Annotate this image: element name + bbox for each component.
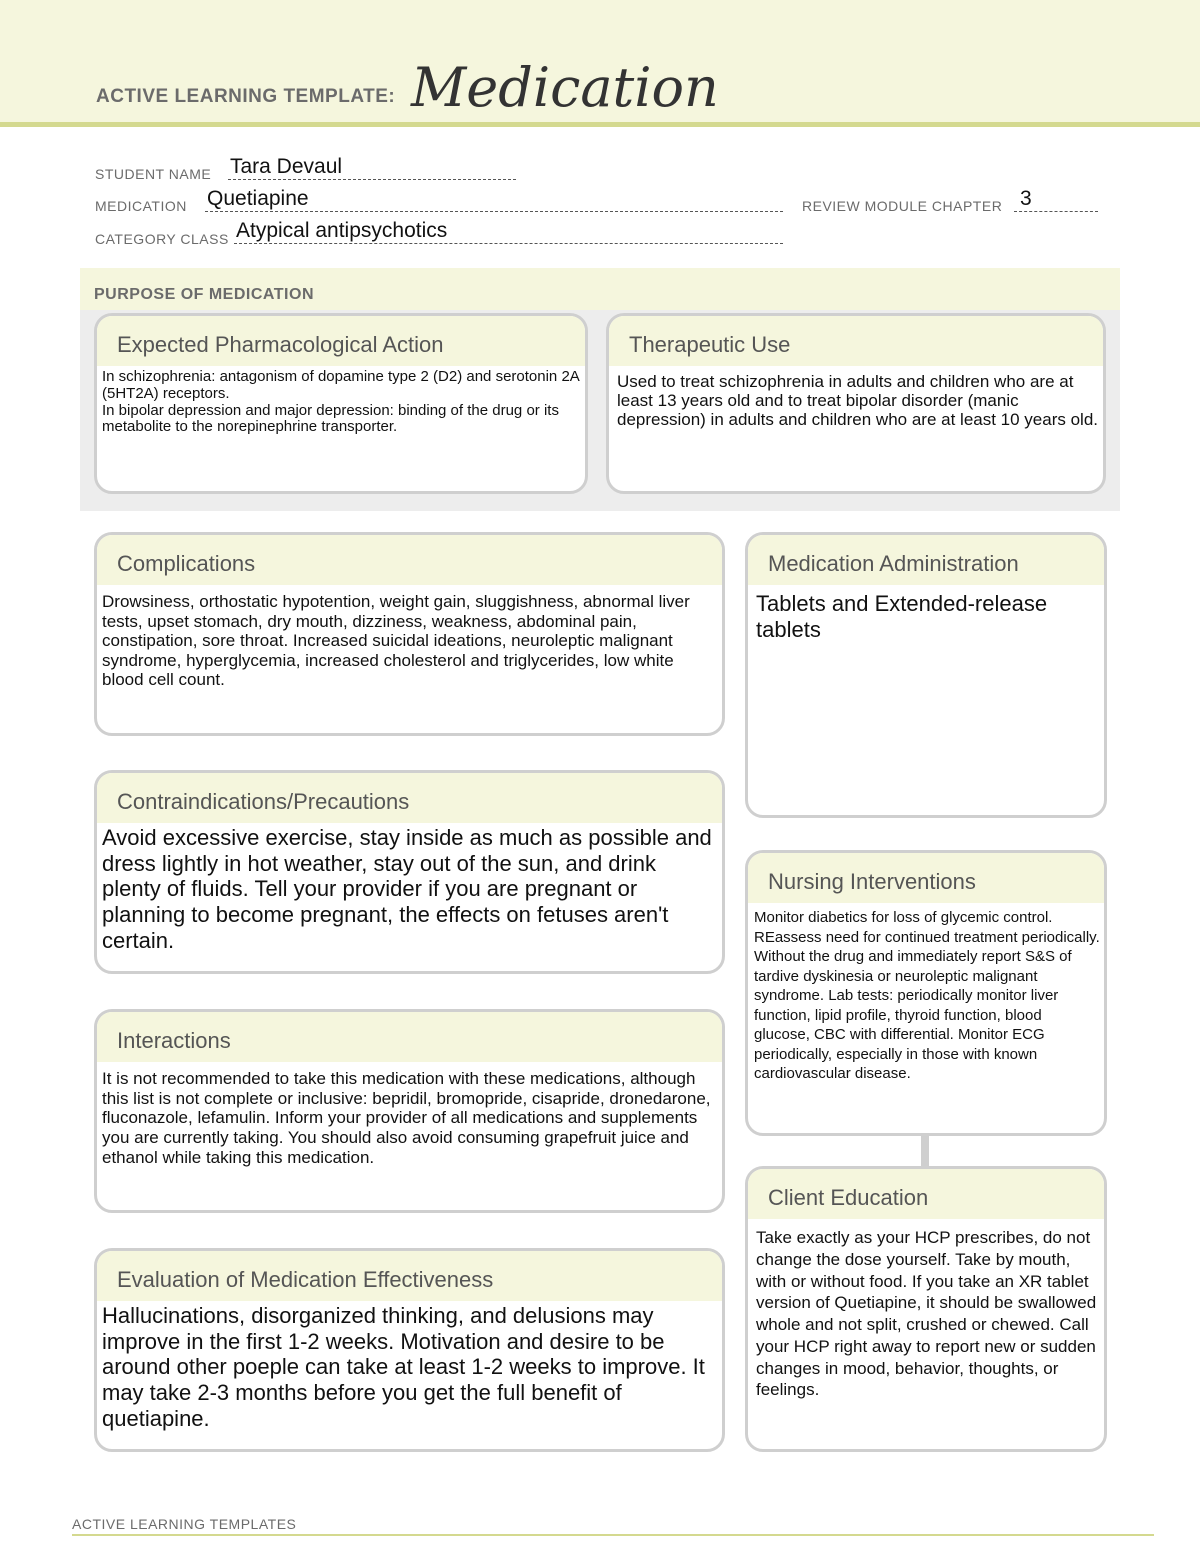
- student-name-underline: [228, 179, 516, 180]
- therapeutic-use-text[interactable]: Used to treat schizophrenia in adults and children who are at least 13 years old and to treat bipolar disorder (manic depression) in adults and children who are at least 10 years old.: [617, 372, 1099, 430]
- interactions-box: [94, 1009, 725, 1213]
- category-class-value[interactable]: Atypical antipsychotics: [236, 219, 448, 242]
- medication-value[interactable]: Quetiapine: [207, 187, 309, 210]
- evaluation-title: Evaluation of Medication Effectiveness: [97, 1251, 722, 1301]
- category-class-underline: [234, 243, 783, 244]
- template-title: Medication: [411, 56, 719, 119]
- review-module-chapter-value[interactable]: 3: [1020, 187, 1032, 210]
- template-label: ACTIVE LEARNING TEMPLATE:: [96, 86, 396, 107]
- expected-action-title: Expected Pharmacological Action: [97, 316, 585, 366]
- medication-administration-title: Medication Administration: [748, 535, 1104, 585]
- box-connector: [921, 1134, 929, 1168]
- evaluation-text[interactable]: Hallucinations, disorganized thinking, and delusions may improve in the first 1-2 weeks. Motivation and desire to be around other poeple can take at least 1-2 weeks to improve. It may take 2-3 months before you get the full benefit of quetiapine.: [102, 1303, 705, 1431]
- complications-text[interactable]: Drowsiness, orthostatic hypotention, weight gain, sluggishness, abnormal liver tests, upset stomach, dry mouth, dizziness, weakness, abdominal pain, constipation, sore throat. Increased suicidal ideations, neuroleptic malignant syndrome, hyperglycemia, increased cholesterol and triglycerides, low white blood cell count.: [102, 592, 690, 690]
- evaluation-box: [94, 1248, 725, 1452]
- footer-rule: [72, 1534, 1154, 1536]
- review-module-chapter-label: REVIEW MODULE CHAPTER: [802, 198, 1003, 214]
- purpose-label: PURPOSE OF MEDICATION: [94, 286, 314, 303]
- nursing-interventions-box: [745, 850, 1107, 1136]
- interactions-text[interactable]: It is not recommended to take this medication with these medications, although this list is not complete or inclusive: bepridil, bromopride, cisapride, dronedarone, fluconazole, lefamulin. Inform your provider of all medications and supplements you are currently taking. You should also avoid consuming grapefruit juice and ethanol while taking this medication.: [102, 1069, 711, 1167]
- expected-action-box: [94, 313, 588, 494]
- client-education-text[interactable]: Take exactly as your HCP prescribes, do not change the dose yourself. Take by mouth, with or without food. If you take an XR tablet version of Quetiapine, it should be swallowed whole and not split, crushed or chewed. Call your HCP right away to report new or sudden changes in mood, behavior, thoughts, or feelings.: [756, 1228, 1097, 1400]
- contraindications-text[interactable]: Avoid excessive exercise, stay inside as much as possible and dress lightly in hot weather, stay out of the sun, and drink plenty of fluids. Tell your provider if you are pregnant or planning to become pregnant, the effects on fetuses aren't certain.: [102, 825, 712, 953]
- interactions-title: Interactions: [97, 1012, 722, 1062]
- medication-administration-text[interactable]: Tablets and Extended-release tablets: [756, 591, 1048, 642]
- contraindications-title: Contraindications/Precautions: [97, 773, 722, 823]
- medication-label: MEDICATION: [95, 198, 187, 214]
- complications-box: [94, 532, 725, 736]
- therapeutic-use-title: Therapeutic Use: [609, 316, 1103, 366]
- student-name-value[interactable]: Tara Devaul: [230, 155, 343, 178]
- client-education-box: [745, 1166, 1107, 1452]
- nursing-interventions-title: Nursing Interventions: [748, 853, 1104, 903]
- contraindications-box: [94, 770, 725, 974]
- client-education-title: Client Education: [748, 1169, 1104, 1219]
- medication-underline: [205, 211, 783, 212]
- nursing-interventions-text[interactable]: Monitor diabetics for loss of glycemic control. REassess need for continued treatment periodically. Without the drug and immediately report S&S of tardive dyskinesia or neuroleptic malignant syndrome. Lab tests: periodically monitor liver function, lipid profile, thyroid function, blood glucose, CBC with differential. Monitor ECG periodically, especially in those with known cardiovascular disease.: [754, 909, 1100, 1082]
- therapeutic-use-box: [606, 313, 1106, 494]
- complications-title: Complications: [97, 535, 722, 585]
- student-name-label: STUDENT NAME: [95, 166, 212, 182]
- expected-action-text[interactable]: In schizophrenia: antagonism of dopamine type 2 (D2) and serotonin 2A (5HT2A) receptors. In bipolar depression and major depression: binding of the drug or its metabolite to the norepinephrine transporter.: [102, 368, 579, 436]
- header-rule: [0, 122, 1200, 127]
- medication-administration-box: [745, 532, 1107, 818]
- review-module-chapter-underline: [1014, 211, 1098, 212]
- footer-label: ACTIVE LEARNING TEMPLATES: [72, 1516, 297, 1532]
- category-class-label: CATEGORY CLASS: [95, 231, 229, 247]
